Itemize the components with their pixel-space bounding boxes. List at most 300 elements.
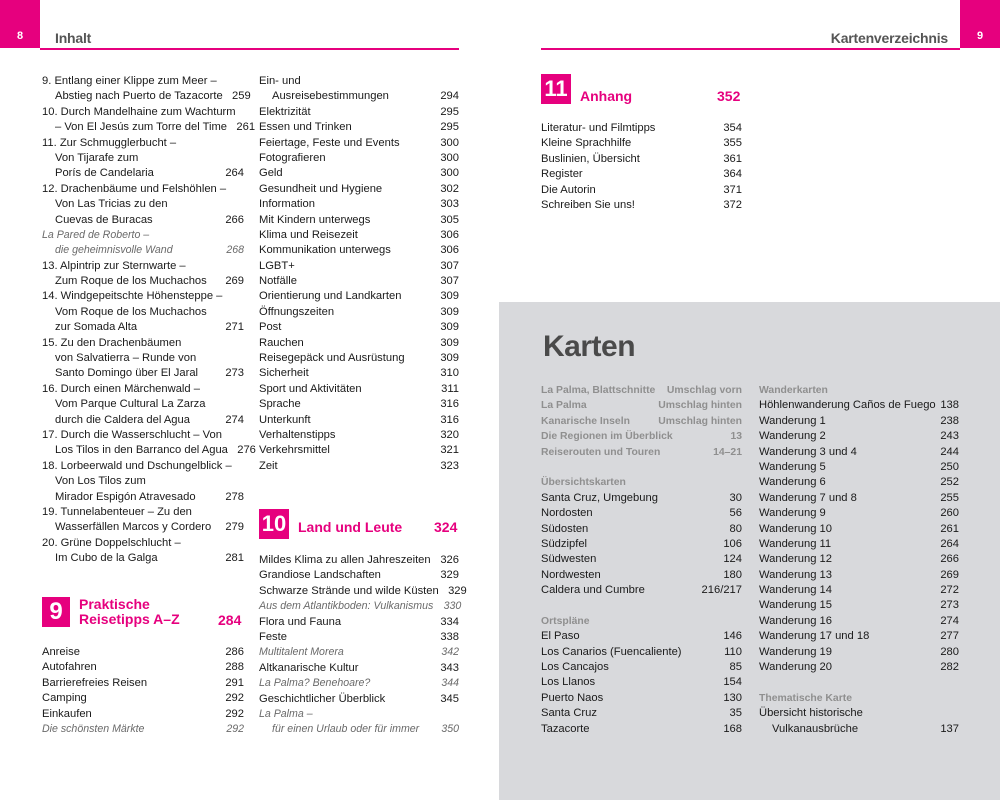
toc-entry[interactable] — [42, 691, 244, 706]
entry-title: Reisegepäck und Ausrüstung — [259, 352, 405, 365]
toc-entry[interactable] — [259, 661, 459, 676]
toc-entry[interactable] — [259, 413, 459, 428]
toc-column-2 — [259, 74, 459, 474]
entry-page — [216, 136, 244, 151]
entry-page: 264 — [225, 167, 244, 180]
toc-entry[interactable] — [42, 413, 244, 428]
entry-page: 355 — [723, 137, 742, 150]
entry-page: 343 — [440, 661, 459, 674]
entry-title: Information — [259, 198, 315, 211]
entry-page: 261 — [940, 522, 959, 535]
toc-entry[interactable] — [759, 722, 959, 737]
entry-title: Wanderung 16 — [759, 614, 832, 627]
toc-entry[interactable] — [759, 491, 959, 506]
toc-entry[interactable] — [42, 166, 244, 181]
toc-entry[interactable] — [259, 182, 459, 197]
page-number: 9 — [976, 30, 984, 42]
entry-title: Abstieg nach Puerto de Tazacorte — [55, 90, 223, 103]
toc-entry[interactable] — [541, 552, 742, 567]
toc-entry[interactable] — [259, 197, 459, 212]
toc-entry[interactable] — [541, 660, 742, 675]
entry-title: Post — [259, 321, 282, 334]
toc-entry[interactable] — [259, 692, 459, 707]
entry-title: Los Cancajos — [541, 661, 609, 674]
entry-page: 271 — [225, 321, 244, 334]
entry-page: 243 — [940, 430, 959, 443]
entry-title: El Paso — [541, 630, 580, 643]
entry-title: Wanderung 19 — [759, 645, 832, 658]
entry-title: Zeit — [259, 459, 278, 472]
chapter-9-page: 284 — [218, 612, 242, 628]
toc-entry[interactable] — [759, 645, 959, 660]
entry-page: 316 — [440, 413, 459, 426]
entry-page: 14–21 — [713, 446, 742, 458]
toc-entry[interactable] — [259, 228, 459, 243]
toc-entry[interactable] — [259, 166, 459, 181]
spacer — [541, 598, 742, 613]
toc-entry[interactable] — [541, 522, 742, 537]
toc-entry[interactable] — [42, 551, 244, 566]
toc-entry[interactable] — [42, 213, 244, 228]
toc-entry[interactable] — [759, 598, 959, 613]
toc-entry[interactable] — [259, 243, 459, 258]
toc-entry[interactable] — [42, 243, 244, 258]
entry-page: 295 — [440, 121, 459, 134]
entry-page: 274 — [225, 413, 244, 426]
entry-page: 279 — [225, 521, 244, 534]
toc-entry[interactable] — [259, 351, 459, 366]
entry-page: 292 — [226, 722, 244, 735]
toc-entry — [42, 397, 244, 412]
chapter-title-line-2: Reisetipps A–Z — [79, 611, 180, 627]
entry-title: LGBT+ — [259, 259, 295, 272]
entry-page — [216, 505, 244, 520]
entry-page: 264 — [940, 537, 959, 550]
toc-entry[interactable] — [259, 599, 462, 614]
entry-page: 361 — [723, 152, 742, 165]
entry-title: Porís de Candelaria — [55, 167, 154, 180]
entry-title: 15. Zu den Drachenbäumen — [42, 336, 182, 349]
toc-entry[interactable] — [541, 645, 742, 660]
entry-page: 252 — [940, 476, 959, 489]
toc-entry[interactable] — [759, 629, 959, 644]
entry-page: 364 — [723, 168, 742, 181]
entry-page: 56 — [729, 507, 742, 520]
entry-title: Mildes Klima zu allen Jahreszeiten — [259, 554, 431, 566]
page-number: 8 — [16, 30, 24, 42]
entry-page: 281 — [225, 552, 244, 565]
entry-page: 276 — [237, 444, 256, 457]
entry-page — [216, 151, 244, 166]
entry-page: 291 — [225, 676, 244, 689]
chapter-title — [79, 597, 180, 627]
toc-entry[interactable] — [259, 89, 459, 104]
toc-entry[interactable] — [259, 289, 459, 304]
chapter-number-badge: 9 — [42, 597, 70, 627]
entry-title: Wanderkarten — [759, 385, 828, 396]
section-label[interactable] — [541, 383, 742, 398]
entry-page: 273 — [225, 367, 244, 380]
spacer — [541, 460, 742, 475]
entry-page: 354 — [723, 122, 742, 134]
toc-entry[interactable] — [541, 506, 742, 521]
entry-title: 11. Zur Schmugglerbucht – — [42, 136, 177, 149]
entry-title: Rauchen — [259, 336, 304, 349]
toc-entry[interactable] — [759, 568, 959, 583]
entry-page: 216/217 — [701, 584, 742, 597]
entry-title: Register — [541, 168, 583, 181]
toc-entry[interactable] — [541, 121, 742, 136]
entry-title: 14. Windgepeitschte Höhensteppe – — [42, 290, 223, 303]
section-label[interactable] — [541, 445, 742, 460]
toc-entry — [42, 428, 244, 443]
entry-page: 345 — [440, 692, 459, 705]
toc-entry[interactable] — [759, 445, 959, 460]
entry-page: 326 — [440, 554, 459, 566]
entry-title: Südosten — [541, 522, 589, 535]
entry-page: 334 — [440, 615, 459, 628]
toc-entry[interactable] — [259, 443, 459, 458]
entry-title: Wanderung 3 und 4 — [759, 445, 857, 458]
entry-title: 17. Durch die Wasserschlucht – Von — [42, 428, 222, 441]
entry-title: 19. Tunnelabenteuer – Zu den — [42, 505, 192, 518]
entry-title: Multitalent Morera — [259, 646, 344, 659]
entry-title: Höhlenwanderung Caños de Fuego — [759, 399, 936, 412]
entry-title: Südzipfel — [541, 537, 588, 550]
entry-page: 261 — [236, 121, 256, 134]
toc-entry[interactable] — [259, 676, 459, 691]
entry-page: 300 — [440, 151, 459, 164]
toc-entry — [42, 197, 244, 212]
toc-entry[interactable] — [42, 645, 244, 660]
toc-entry[interactable] — [541, 491, 742, 506]
entry-title: Die schönsten Märkte — [42, 722, 145, 735]
entry-title: Ausreisebestimmungen — [272, 90, 389, 103]
toc-entry[interactable] — [259, 274, 459, 289]
toc-entry[interactable] — [541, 691, 742, 706]
entry-page: 268 — [226, 244, 244, 257]
entry-title: Tazacorte — [541, 722, 590, 735]
entry-page: 137 — [940, 722, 959, 735]
entry-title: für einen Urlaub oder für immer — [272, 723, 420, 736]
toc-entry[interactable] — [541, 583, 742, 598]
entry-title: Sport und Aktivitäten — [259, 382, 362, 395]
entry-page: 282 — [940, 661, 959, 674]
entry-title: Wanderung 5 — [759, 460, 826, 473]
section-label[interactable] — [541, 398, 742, 413]
entry-title: Los Canarios (Fuencaliente) — [541, 645, 682, 658]
toc-entry[interactable] — [259, 568, 459, 583]
toc-entry — [42, 474, 244, 489]
toc-entry[interactable] — [759, 414, 959, 429]
entry-title: Orientierung und Landkarten — [259, 290, 402, 303]
entry-page: Umschlag hinten — [658, 415, 742, 427]
entry-page: 259 — [232, 90, 251, 103]
entry-title: Sicherheit — [259, 367, 309, 380]
entry-page: 85 — [729, 661, 742, 674]
entry-title: Schwarze Strände und wilde Küsten — [259, 584, 439, 597]
page-number-tab-left — [0, 0, 40, 48]
entry-title: 16. Durch einen Märchenwald – — [42, 382, 200, 395]
toc-entry[interactable] — [42, 660, 244, 675]
toc-entry[interactable] — [42, 676, 244, 691]
toc-entry[interactable] — [759, 475, 959, 490]
entry-page: 330 — [443, 600, 462, 613]
toc-entry — [42, 182, 244, 197]
entry-title: Wasserfällen Marcos y Cordero — [55, 521, 212, 534]
entry-title: Wanderung 9 — [759, 507, 826, 520]
entry-page: 329 — [448, 584, 467, 597]
toc-entry — [42, 536, 244, 551]
toc-entry[interactable] — [259, 320, 459, 335]
entry-title: Im Cubo de la Galga — [55, 552, 158, 565]
entry-page: 266 — [940, 553, 959, 566]
entry-page: 273 — [940, 599, 959, 612]
entry-title: Camping — [42, 692, 87, 705]
toc-entry — [42, 459, 244, 474]
entry-page: 342 — [441, 646, 459, 659]
entry-title: Barrierefreies Reisen — [42, 676, 148, 689]
toc-entry — [42, 259, 244, 274]
entry-title: La Palma? Benehoare? — [259, 677, 371, 690]
entry-title: 18. Lorbeerwald und Dschungelblick – — [42, 459, 232, 472]
toc-entry[interactable] — [259, 722, 459, 737]
entry-page: 306 — [440, 244, 459, 257]
entry-title: Wanderung 11 — [759, 537, 832, 550]
entry-page: 307 — [440, 259, 459, 272]
toc-entry[interactable] — [259, 366, 459, 381]
toc-entry[interactable] — [259, 151, 459, 166]
entry-title: Flora und Fauna — [259, 615, 342, 628]
entry-page: 280 — [940, 645, 959, 658]
entry-title: von Salvatierra – Runde von — [55, 352, 197, 365]
toc-entry — [259, 74, 459, 89]
entry-page: 146 — [723, 630, 742, 643]
toc-entry[interactable] — [259, 459, 459, 474]
toc-entry[interactable] — [759, 506, 959, 521]
toc-entry[interactable] — [259, 615, 459, 630]
entry-page: 338 — [440, 630, 459, 643]
section-label[interactable] — [541, 429, 742, 444]
entry-page: 344 — [441, 677, 459, 690]
toc-entry[interactable] — [759, 537, 959, 552]
entry-title: Kanarische Inseln — [541, 415, 630, 427]
entry-page — [216, 305, 244, 320]
entry-title: durch die Caldera del Agua — [55, 413, 190, 426]
chapter-number-badge: 11 — [541, 74, 571, 104]
toc-entry — [42, 289, 244, 304]
toc-entry — [42, 151, 244, 166]
entry-title: Santo Domingo über El Jaral — [55, 367, 199, 380]
toc-entry[interactable] — [759, 398, 959, 413]
entry-page: 30 — [729, 491, 742, 504]
entry-title: Aus dem Atlantikboden: Vulkanismus — [259, 600, 434, 613]
chapter-11-heading[interactable] — [541, 74, 632, 104]
chapter-title: Anhang — [580, 88, 633, 104]
toc-entry[interactable] — [541, 675, 742, 690]
toc-entry[interactable] — [259, 428, 459, 443]
entry-page: 130 — [723, 691, 742, 704]
toc-entry[interactable] — [42, 520, 244, 535]
section-label — [541, 475, 742, 490]
entry-title: – Von El Jesús zum Torre del Time — [55, 121, 228, 134]
page-header-title-right: Kartenverzeichnis — [830, 30, 948, 46]
toc-entry[interactable] — [259, 305, 459, 320]
entry-title: Von Los Tilos zum — [55, 475, 146, 488]
toc-entry[interactable] — [259, 136, 459, 151]
toc-entry[interactable] — [759, 552, 959, 567]
entry-page: 269 — [225, 275, 244, 288]
toc-entry[interactable] — [759, 614, 959, 629]
entry-title: Wanderung 17 und 18 — [759, 630, 870, 643]
toc-entry[interactable] — [759, 429, 959, 444]
toc-entry[interactable] — [759, 460, 959, 475]
toc-entry[interactable] — [259, 213, 459, 228]
entry-page — [216, 382, 244, 397]
toc-entry[interactable] — [259, 336, 459, 351]
page-header-title-left: Inhalt — [55, 30, 92, 46]
entry-page: 278 — [225, 490, 244, 503]
toc-entry[interactable] — [541, 152, 742, 167]
entry-title: Ortspläne — [541, 615, 590, 627]
toc-entry[interactable] — [259, 105, 459, 120]
entry-page — [222, 428, 250, 443]
toc-entry[interactable] — [42, 274, 244, 289]
toc-entry — [42, 382, 244, 397]
entry-page — [226, 182, 254, 197]
karten-column-b — [759, 383, 959, 737]
toc-entry[interactable] — [42, 722, 244, 737]
karten-column-a — [541, 383, 742, 737]
chapter-10-heading[interactable] — [259, 509, 402, 539]
toc-entry[interactable] — [259, 397, 459, 412]
toc-entry[interactable] — [259, 382, 459, 397]
toc-entry — [759, 706, 959, 721]
chapter-10-page: 324 — [434, 519, 458, 535]
entry-page: 250 — [940, 460, 959, 473]
toc-entry[interactable] — [42, 120, 256, 135]
entry-page — [216, 336, 244, 351]
toc-entry[interactable] — [541, 167, 742, 182]
entry-page: Umschlag vorn — [666, 385, 742, 396]
entry-page: 323 — [440, 459, 459, 472]
chapter-9-heading[interactable] — [42, 597, 180, 627]
entry-page: 320 — [440, 428, 459, 441]
toc-entry — [42, 351, 244, 366]
chapter-number-badge: 10 — [259, 509, 289, 539]
toc-entry — [42, 74, 244, 89]
toc-entry[interactable] — [541, 568, 742, 583]
karten-title: Karten — [543, 330, 636, 363]
toc-entry — [42, 505, 244, 520]
entry-page: 321 — [440, 444, 459, 457]
entry-title: Autofahren — [42, 661, 97, 674]
toc-entry[interactable] — [42, 707, 244, 722]
entry-title: Übersicht historische — [759, 707, 863, 720]
entry-title: 10. Durch Mandelhaine zum Wachturm — [42, 105, 236, 118]
entry-title: Von Tijarafe zum — [55, 151, 139, 164]
entry-page — [216, 259, 244, 274]
entry-title: Wanderung 12 — [759, 553, 832, 566]
toc-entry[interactable] — [42, 89, 251, 104]
entry-title: Notfälle — [259, 275, 297, 288]
entry-page: 272 — [940, 584, 959, 597]
toc-entry[interactable] — [759, 522, 959, 537]
entry-page: 294 — [440, 90, 459, 103]
entry-page: 309 — [440, 290, 459, 303]
toc-entry — [42, 336, 244, 351]
toc-entry[interactable] — [42, 366, 244, 381]
entry-page: 311 — [441, 382, 459, 395]
toc-entry[interactable] — [259, 584, 467, 599]
entry-page: 329 — [440, 569, 459, 582]
toc-entry[interactable] — [541, 722, 742, 737]
toc-entry[interactable] — [259, 645, 459, 660]
toc-entry — [259, 707, 459, 722]
entry-title: Caldera und Cumbre — [541, 584, 645, 597]
toc-entry[interactable] — [541, 183, 742, 198]
entry-page: 310 — [440, 367, 459, 380]
chapter-10-items — [259, 553, 467, 738]
entry-page: 277 — [940, 630, 959, 643]
section-label[interactable] — [541, 414, 742, 429]
entry-page: 306 — [440, 228, 459, 241]
entry-title: Die Regionen im Überblick — [541, 431, 673, 443]
entry-title: 9. Entlang einer Klippe zum Meer – — [42, 75, 217, 87]
entry-title: Kommunikation unterwegs — [259, 244, 391, 257]
entry-page: 371 — [723, 183, 742, 196]
toc-entry[interactable] — [259, 630, 459, 645]
entry-title: Feste — [259, 630, 287, 643]
toc-entry[interactable] — [541, 136, 742, 151]
toc-entry[interactable] — [259, 553, 459, 568]
header-rule-right — [541, 48, 960, 50]
entry-page: 106 — [723, 537, 742, 550]
entry-title: 20. Grüne Doppelschlucht – — [42, 536, 181, 549]
entry-title: Thematische Karte — [759, 692, 852, 704]
entry-title: Feiertage, Feste und Events — [259, 136, 400, 149]
toc-entry[interactable] — [541, 537, 742, 552]
toc-entry[interactable] — [759, 583, 959, 598]
entry-page: 295 — [440, 105, 459, 118]
toc-entry[interactable] — [541, 198, 742, 213]
toc-entry — [42, 136, 244, 151]
toc-entry[interactable] — [541, 706, 742, 721]
entry-title: Santa Cruz — [541, 707, 597, 720]
entry-page — [431, 74, 459, 89]
entry-page: 305 — [440, 213, 459, 226]
toc-entry[interactable] — [42, 320, 244, 335]
toc-entry[interactable] — [759, 660, 959, 675]
entry-page: 309 — [440, 352, 459, 365]
chapter-title-line-1: Praktische — [79, 596, 150, 612]
toc-entry[interactable] — [259, 120, 459, 135]
header-rule-left — [40, 48, 459, 50]
toc-entry[interactable] — [259, 259, 459, 274]
entry-title: Essen und Trinken — [259, 121, 352, 134]
toc-entry[interactable] — [541, 629, 742, 644]
entry-page: 80 — [729, 522, 742, 535]
entry-page: Umschlag hinten — [658, 400, 742, 412]
toc-entry — [42, 105, 244, 120]
toc-entry[interactable] — [42, 490, 244, 505]
entry-title: Puerto Naos — [541, 691, 604, 704]
entry-title: Elektrizität — [259, 105, 311, 118]
entry-title: Wanderung 14 — [759, 584, 832, 597]
toc-entry[interactable] — [42, 443, 256, 458]
entry-page — [217, 74, 245, 89]
section-label — [759, 383, 959, 398]
